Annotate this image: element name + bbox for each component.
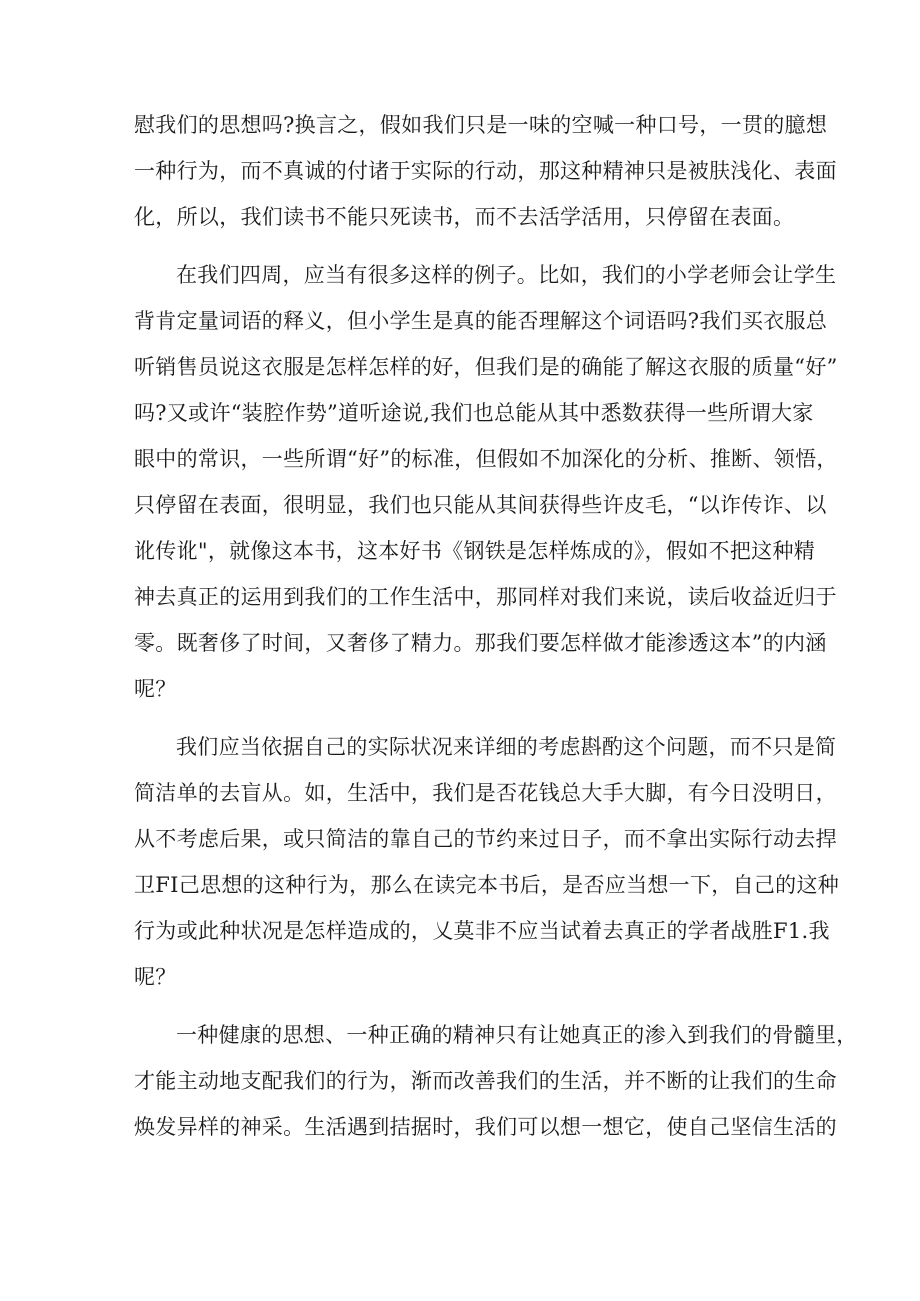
text-line: 才能主动地支配我们的行为，渐而改善我们的生活，并不断的让我们的生命 <box>134 1069 837 1093</box>
document-body <box>134 102 858 1162</box>
text-line: 一种健康的思想、一种正确的精神只有让她真正的渗入到我们的骨髓里， <box>176 1023 858 1047</box>
text-line: 行为或此种状况是怎样造成的，乂莫非不应当试着去真正的学者战胜F1.我 <box>134 919 830 943</box>
text-line: 听销售员说这衣服是怎样怎样的好，但我们是的确能了解这衣服的质量“好” <box>134 355 838 379</box>
text-line: 零。既奢侈了时间，又奢侈了精力。那我们要怎样做才能渗透这本”的内涵 <box>134 631 827 655</box>
text-line: 从不考虑后果，或只简洁的靠自己的节约来过日子，而不拿出实际行动去捍 <box>134 827 837 851</box>
text-line: 卫FI己思想的这种行为，那么在读完本书后，是否应当想一下，自己的这种 <box>134 873 840 897</box>
text-line: 呢？ <box>134 677 177 701</box>
text-line: 吗?又或许“装腔作势”道听途说,我们也总能从其中悉数获得一些所谓大家 <box>134 401 814 425</box>
paragraph-4 <box>134 1012 858 1150</box>
text-line: 呢？ <box>134 965 177 989</box>
text-line: 只停留在表面，很明显，我们也只能从其间获得些许皮毛，“以诈传诈、以 <box>134 493 827 517</box>
text-line: 讹传讹"，就像这本书，这本好书《钢铁是怎样炼成的》，假如不把这种精 <box>134 539 816 563</box>
text-line: 我们应当依据自己的实际状况来详细的考虑斟酌这个问题，而不只是简 <box>176 735 837 759</box>
text-line: 背肯定量词语的释义，但小学生是真的能否理解这个词语吗?我们买衣服总 <box>134 309 828 333</box>
paragraph-2 <box>134 252 838 712</box>
text-line: 在我们四周，应当有很多这样的例子。比如，我们的小学老师会让学生 <box>176 263 837 287</box>
text-line: 眼中的常识，一些所谓“好”的标准，但假如不加深化的分析、推断、领悟， <box>134 447 838 471</box>
text-line: 神去真正的运用到我们的工作生活中，那同样对我们来说，读后收益近归于 <box>134 585 837 609</box>
text-line: 焕发异样的神采。生活遇到拮据时，我们可以想一想它，使自己坚信生活的 <box>134 1115 837 1139</box>
text-line: 一种行为，而不真诚的付诸于实际的行动，那这种精神只是被肤浅化、表面 <box>134 159 837 183</box>
paragraph-3 <box>134 724 840 1000</box>
text-line: 化，所以，我们读书不能只死读书，而不去活学活用，只停留在表面。 <box>134 205 795 229</box>
text-line: 慰我们的思想吗?换言之，假如我们只是一味的空喊一种口号，一贯的臆想 <box>134 113 828 137</box>
paragraph-1 <box>134 102 837 240</box>
text-line: 简洁单的去盲从。如，生活中，我们是否花钱总大手大脚，有今日没明日， <box>134 781 837 805</box>
